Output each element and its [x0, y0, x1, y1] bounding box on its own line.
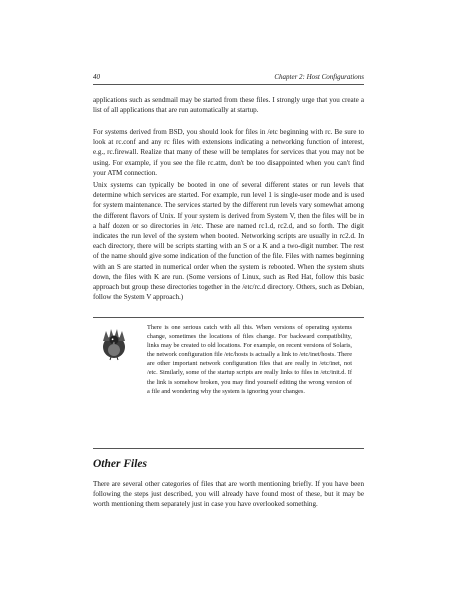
page-number: 40 [93, 73, 100, 81]
header-rule [93, 84, 364, 85]
note-top-rule [93, 317, 364, 318]
paragraph-2-text: For systems derived from BSD, you should look for files in /etc beginning with rc. Be sure to look at rc.conf and any rc files with extensions indicating a networking function of interest, e.g., rc.firewall. Realize that many of these will be templates for services that you may not be using. For example, if you see the file rc.atm, don't be too disappointed when you can't find your ATM connection. [93, 128, 364, 177]
paragraph-2 [93, 127, 364, 178]
paragraph-4-text: There are several other categories of files that are worth mentioning briefly. If you have been following the steps just described, you will already have found most of these, but it may be worth mentioning them separately just in case you have overlooked something. [93, 480, 364, 509]
running-head [93, 73, 364, 84]
turkey-warning-icon [100, 327, 128, 361]
paragraph-3 [93, 180, 364, 302]
chapter-title: Chapter 2: Host Configurations [274, 73, 364, 81]
paragraph-3-text: Unix systems can typically be booted in one of several different states or run levels that determine which services are started. For example, run level 1 is single-user mode and is used for system maintenance. The services started by the different run levels vary somewhat among the different flavors of Unix. If your system is derived from System V, then the files will be in a half dozen or so directories in /etc. These are named rc1.d, rc2.d, and so forth. The digit indicates the run level of the system when booted. Networking scripts are usually in rc2.d. In each directory, there will be scripts starting with an S or a K and a two-digit number. The rest of the name should give some indication of the function of the file. Files with names beginning with an S are started in numerical order when the system is rebooted. When the system shuts down, the files with K are run. (Some versions of Linux, such as Red Hat, follow this basic approach but group these directories together in the /etc/rc.d directory. Others, such as Debian, follow the System V approach.) [93, 181, 364, 302]
warning-note-text: There is one serious catch with all this. When versions of operating systems change, sometimes the locations of files change. For backward compatibility, links may be created to old locations. For example, on recent versions of Solaris, the network configuration file /etc/hosts is actually a link to /etc/inet/hosts. There are other important network configuration files that are really in /etc/inet, not /etc. Similarly, some of the startup scripts are really links to files in /etc/init.d. If the link is somehow broken, you may find yourself editing the wrong version of a file and wondering why the system is ignoring your changes. [147, 324, 352, 395]
warning-note [147, 323, 352, 396]
paragraph-1 [93, 95, 364, 115]
paragraph-4 [93, 479, 364, 510]
paragraph-1-text: applications such as sendmail may be started from these files. I strongly urge that you create a list of all applications that are run automatically at startup. [93, 96, 364, 115]
section-heading: Other Files [93, 458, 147, 470]
note-bottom-rule [93, 448, 364, 449]
